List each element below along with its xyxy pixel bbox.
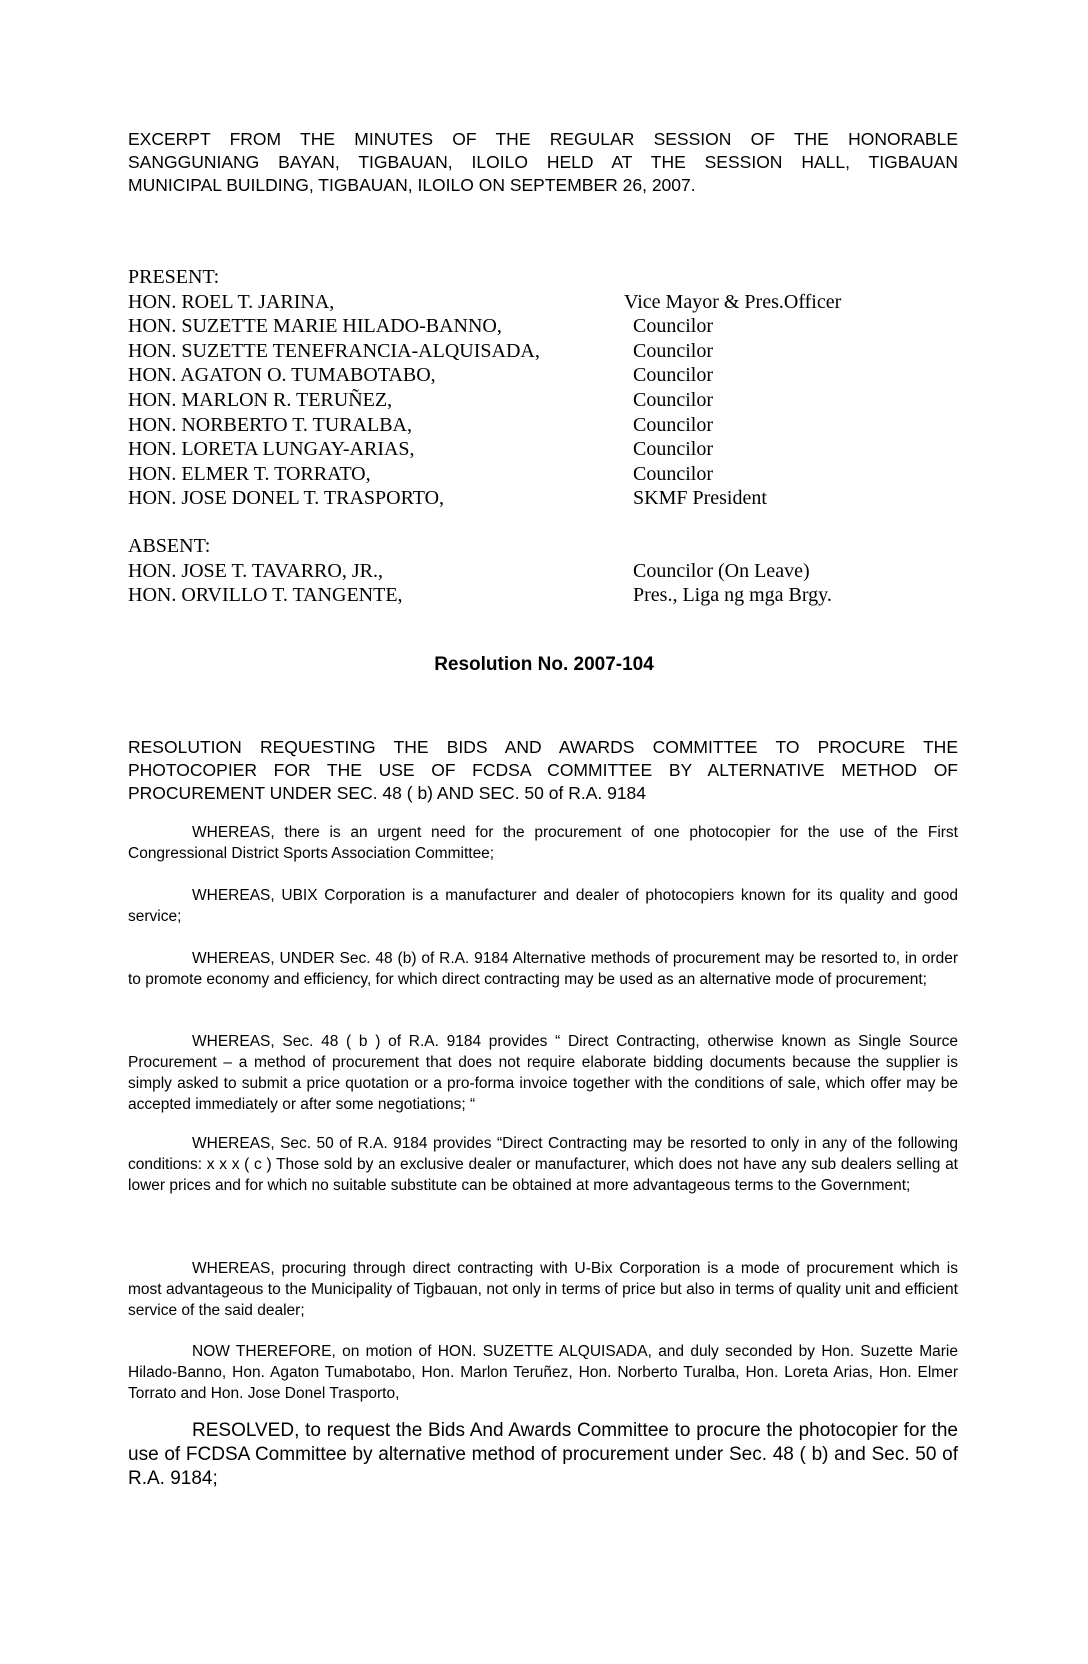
attendee-name: HON. JOSE DONEL T. TRASPORTO, <box>128 487 445 510</box>
title-line-2: PHOTOCOPIER FOR THE USE OF FCDSA COMMITTEE BY ALTERNATIVE METHOD OF <box>128 760 958 780</box>
attendee-position: Councilor <box>633 413 713 436</box>
absentee-position: Councilor (On Leave) <box>633 559 810 582</box>
attendee-position: Councilor <box>633 315 713 338</box>
whereas-clause: WHEREAS, there is an urgent need for the procurement of one photocopier for the use of the First Congressional District Sports Association Committee; <box>128 824 958 862</box>
absentee-row <box>128 583 968 608</box>
now-therefore-clause: NOW THEREFORE, on motion of HON. SUZETTE ALQUISADA, and duly seconded by Hon. Suzette Marie Hilado-Banno, Hon. Agaton Tumabotabo, Hon. Marlon Teruñez, Hon. Norberto Turalba, Hon. Loreta Arias, Hon. Elmer Torrato and Hon. Jose Donel Trasporto, <box>128 1343 958 1402</box>
attendee-row <box>128 437 968 462</box>
attendee-row <box>128 290 968 315</box>
title-line-3: PROCUREMENT UNDER SEC. 48 ( b) AND SEC. 50 of R.A. 9184 <box>128 783 647 803</box>
present-list <box>128 265 968 511</box>
absentee-name: HON. ORVILLO T. TANGENTE, <box>128 584 403 607</box>
attendee-name: HON. MARLON R. TERUÑEZ, <box>128 388 393 411</box>
attendee-name: HON. SUZETTE TENEFRANCIA-ALQUISADA, <box>128 339 540 362</box>
absentee-name: HON. JOSE T. TAVARRO, JR., <box>128 559 383 582</box>
attendee-row <box>128 413 968 438</box>
attendee-position: Councilor <box>633 364 713 387</box>
attendee-row <box>128 314 968 339</box>
resolution-number: Resolution No. 2007-104 <box>434 654 654 675</box>
attendee-name: HON. ROEL T. JARINA, <box>128 290 335 313</box>
absentee-position: Pres., Liga ng mga Brgy. <box>633 584 832 607</box>
attendee-name: HON. LORETA LUNGAY-ARIAS, <box>128 438 415 461</box>
absentee-row <box>128 559 968 584</box>
whereas-clause: WHEREAS, UBIX Corporation is a manufacturer and dealer of photocopiers known for its quality and good service; <box>128 887 958 925</box>
present-label: PRESENT: <box>128 266 220 288</box>
attendee-row <box>128 363 968 388</box>
attendee-position: SKMF President <box>633 487 767 510</box>
absent-label: ABSENT: <box>128 535 211 557</box>
whereas-clause: WHEREAS, procuring through direct contracting with U-Bix Corporation is a mode of procurement which is most advantageous to the Municipality of Tigbauan, not only in terms of price but also in terms of quality unit and efficient service of the said dealer; <box>128 1260 958 1319</box>
attendee-name: HON. AGATON O. TUMABOTABO, <box>128 364 436 387</box>
attendee-name: HON. NORBERTO T. TURALBA, <box>128 413 413 436</box>
heading-line-2: SANGGUNIANG BAYAN, TIGBAUAN, ILOILO HELD AT THE SESSION HALL, TIGBAUAN <box>128 152 958 172</box>
whereas-clause: WHEREAS, UNDER Sec. 48 (b) of R.A. 9184 Alternative methods of procurement may be resorted to, in order to promote economy and efficiency, for which direct contracting may be used as an alternative mode of procurement; <box>128 950 958 988</box>
heading-line-1: EXCERPT FROM THE MINUTES OF THE REGULAR SESSION OF THE HONORABLE <box>128 129 958 149</box>
title-line-1: RESOLUTION REQUESTING THE BIDS AND AWARDS COMMITTEE TO PROCURE THE <box>128 737 958 757</box>
minutes-heading <box>128 128 958 197</box>
whereas-clause: WHEREAS, Sec. 50 of R.A. 9184 provides “Direct Contracting may be resorted to only in any of the following conditions: x x x ( c ) Those sold by an exclusive dealer or manufacturer, which does not have any sub dealers selling at lower prices and for which no suitable substitute can be obtained at more advantageous terms to the Government; <box>128 1135 958 1194</box>
attendee-position: Councilor <box>633 339 713 362</box>
attendee-row <box>128 339 968 364</box>
attendee-name: HON. ELMER T. TORRATO, <box>128 462 371 485</box>
attendee-row <box>128 486 968 511</box>
whereas-clause: WHEREAS, Sec. 48 ( b ) of R.A. 9184 provides “ Direct Contracting, otherwise known as Single Source Procurement – a method of procurement that does not require elaborate bidding documents because the supplier is simply asked to submit a price quotation or a pro-forma invoice together with the conditions of sale, which offer may be accepted immediately or after some negotiations; “ <box>128 1033 958 1113</box>
attendee-row <box>128 388 968 413</box>
heading-line-3: MUNICIPAL BUILDING, TIGBAUAN, ILOILO ON SEPTEMBER 26, 2007. <box>128 175 696 195</box>
attendee-position: Councilor <box>633 388 713 411</box>
resolution-title <box>128 736 958 805</box>
attendee-position: Councilor <box>633 462 713 485</box>
resolved-clause: RESOLVED, to request the Bids And Awards Committee to procure the photocopier for the use of FCDSA Committee by alternative method of procurement under Sec. 48 ( b) and Sec. 50 of R.A. 9184; <box>128 1420 958 1489</box>
attendee-name: HON. SUZETTE MARIE HILADO-BANNO, <box>128 315 502 338</box>
attendee-row <box>128 462 968 487</box>
absent-list <box>128 534 968 608</box>
attendee-position: Councilor <box>633 438 713 461</box>
attendee-position: Vice Mayor & Pres.Officer <box>624 290 842 313</box>
